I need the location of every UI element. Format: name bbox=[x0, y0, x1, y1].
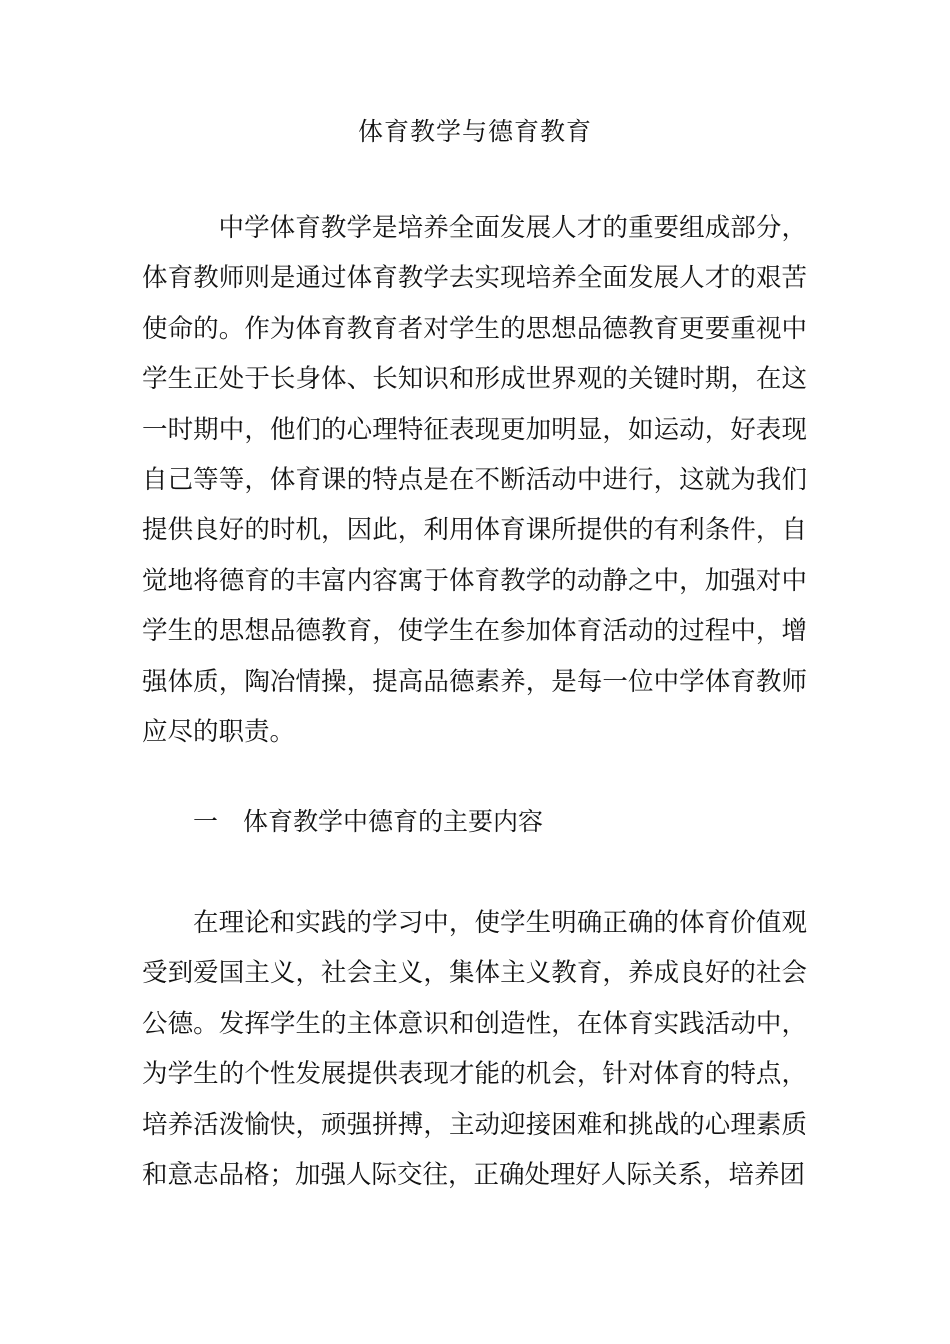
document-title: 体育教学与德育教育 bbox=[357, 117, 592, 146]
section-number: 一 bbox=[193, 807, 219, 836]
paragraph-content: 在理论和实践的学习中，使学生明确正确的体育价值观受到爱国主义，社会主义，集体主义教育，养成良好的社会公德。发挥学生的主体意识和创造性，在体育实践活动中，为学生的个性发展提供表现才能的机会，针对体育的特点，培养活泼愉快，顽强拼搏，主动迎接困难和挑战的心理素质和意志品格；加强人际交往，正确处理好人际关系，培养团 bbox=[142, 908, 807, 1191]
paragraph-intro: 中学体育教学是培养全面发展人才的重要组成部分，体育教师则是通过体育教学去实现培养全面发展人才的艰苦使命的。作为体育教育者对学生的思想品德教育更要重视中学生正处于长身体、长知识和形成世界观的关键时期，在这一时期中，他们的心理特征表现更加明显，如运动，好表现自己等等，体育课的特点是在不断活动中进行，这就为我们提供良好的时机，因此，利用体育课所提供的有利条件，自觉地将德育的丰富内容寓于体育教学的动静之中，加强对中学生的思想品德教育，使学生在参加体育活动的过程中，增强体质，陶冶情操，提高品德素养，是每一位中学体育教师应尽的职责。 bbox=[142, 213, 807, 748]
section-heading bbox=[193, 800, 543, 844]
section-heading-text: 体育教学中德育的主要内容 bbox=[243, 807, 544, 836]
